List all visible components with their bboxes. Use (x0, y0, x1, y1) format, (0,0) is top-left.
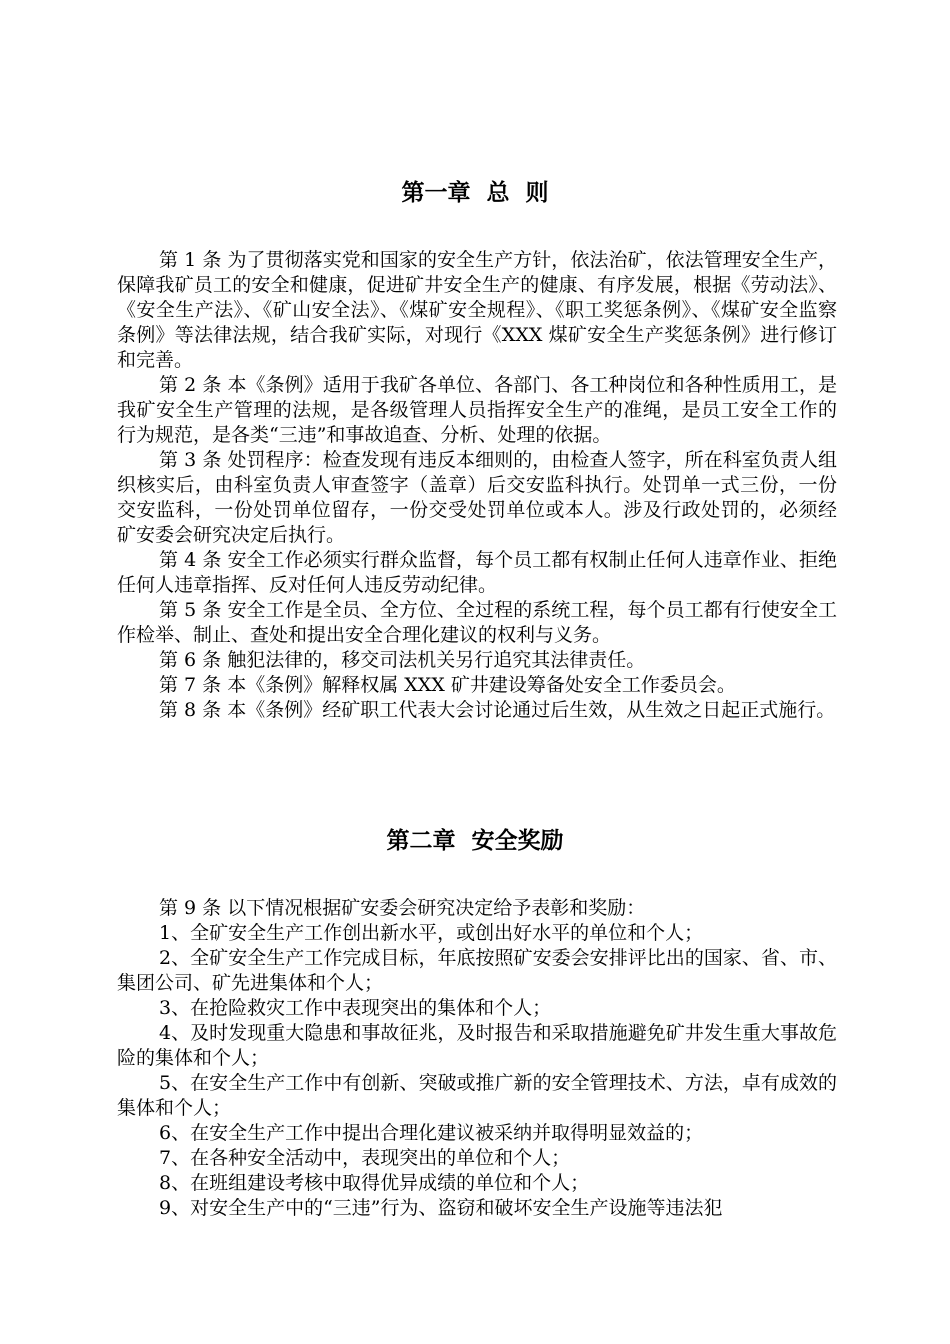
article-9-intro: 第 9 条 以下情况根据矿安委会研究决定给予表彰和奖励： (159, 897, 646, 919)
reward-item-2: 2、全矿安全生产工作完成目标，年底按照矿安委会安排评比出的国家、省、市、集团公司、矿先进集体和个人； (117, 947, 837, 994)
reward-item-5: 5、在安全生产工作中有创新、突破或推广新的安全管理技术、方法，卓有成效的集体和个人； (117, 1072, 837, 1119)
article-1: 第 1 条 为了贯彻落实党和国家的安全生产方针，依法治矿，依法管理安全生产，保障我矿员工的安全和健康，促进矿井安全生产的健康、有序发展，根据《劳动法》、《安全生产法》、《矿山安全法》、《煤矿安全规程》、《职工奖惩条例》、《煤矿安全监察条例》等法律法规，结合我矿实际，对现行《XXX 煤矿安全生产奖惩条例》进行修订和完善。 (117, 249, 837, 371)
chapter-1-body (117, 248, 837, 723)
article-5: 第 5 条 安全工作是全员、全方位、全过程的系统工程，每个员工都有行使安全工作检举、制止、查处和提出安全合理化建议的权利与义务。 (117, 599, 837, 646)
article-3: 第 3 条 处罚程序：检查发现有违反本细则的，由检查人签字，所在科室负责人组织核实后，由科室负责人审查签字（盖章）后交安监科执行。处罚单一式三份，一份交安监科，一份处罚单位留存，一份交受处罚单位或本人。涉及行政处罚的，必须经矿安委会研究决定后执行。 (117, 449, 837, 546)
article-4: 第 4 条 安全工作必须实行群众监督，每个员工都有权制止任何人违章作业、拒绝任何人违章指挥、反对任何人违反劳动纪律。 (117, 549, 837, 596)
reward-item-8: 8、在班组建设考核中取得优异成绩的单位和个人； (159, 1172, 590, 1194)
reward-item-4: 4、及时发现重大隐患和事故征兆，及时报告和采取措施避免矿井发生重大事故危险的集体和个人； (117, 1022, 837, 1069)
reward-item-9: 9、对安全生产中的“三违”行为、盗窃和破坏安全生产设施等违法犯 (159, 1197, 723, 1219)
article-2: 第 2 条 本《条例》适用于我矿各单位、各部门、各工种岗位和各种性质用工，是我矿安全生产管理的法规，是各级管理人员指挥安全生产的准绳，是员工安全工作的行为规范，是各类“三违”和事故追查、分析、处理的依据。 (117, 374, 837, 446)
chapter-1-title: 第一章 总 则 (401, 179, 549, 206)
article-7: 第 7 条 本《条例》解释权属 XXX 矿井建设筹备处安全工作委员会。 (159, 674, 736, 696)
reward-item-6: 6、在安全生产工作中提出合理化建议被采纳并取得明显效益的； (159, 1122, 704, 1144)
reward-item-3: 3、在抢险救灾工作中表现突出的集体和个人； (159, 997, 552, 1019)
article-8: 第 8 条 本《条例》经矿职工代表大会讨论通过后生效，从生效之日起正式施行。 (159, 699, 836, 721)
reward-item-1: 1、全矿安全生产工作创出新水平，或创出好水平的单位和个人； (159, 922, 704, 944)
chapter-2-title: 第二章 安全奖励 (386, 827, 564, 854)
reward-item-7: 7、在各种安全活动中，表现突出的单位和个人； (159, 1147, 571, 1169)
chapter-2-body (117, 896, 837, 1221)
article-6: 第 6 条 触犯法律的，移交司法机关另行追究其法律责任。 (159, 649, 646, 671)
